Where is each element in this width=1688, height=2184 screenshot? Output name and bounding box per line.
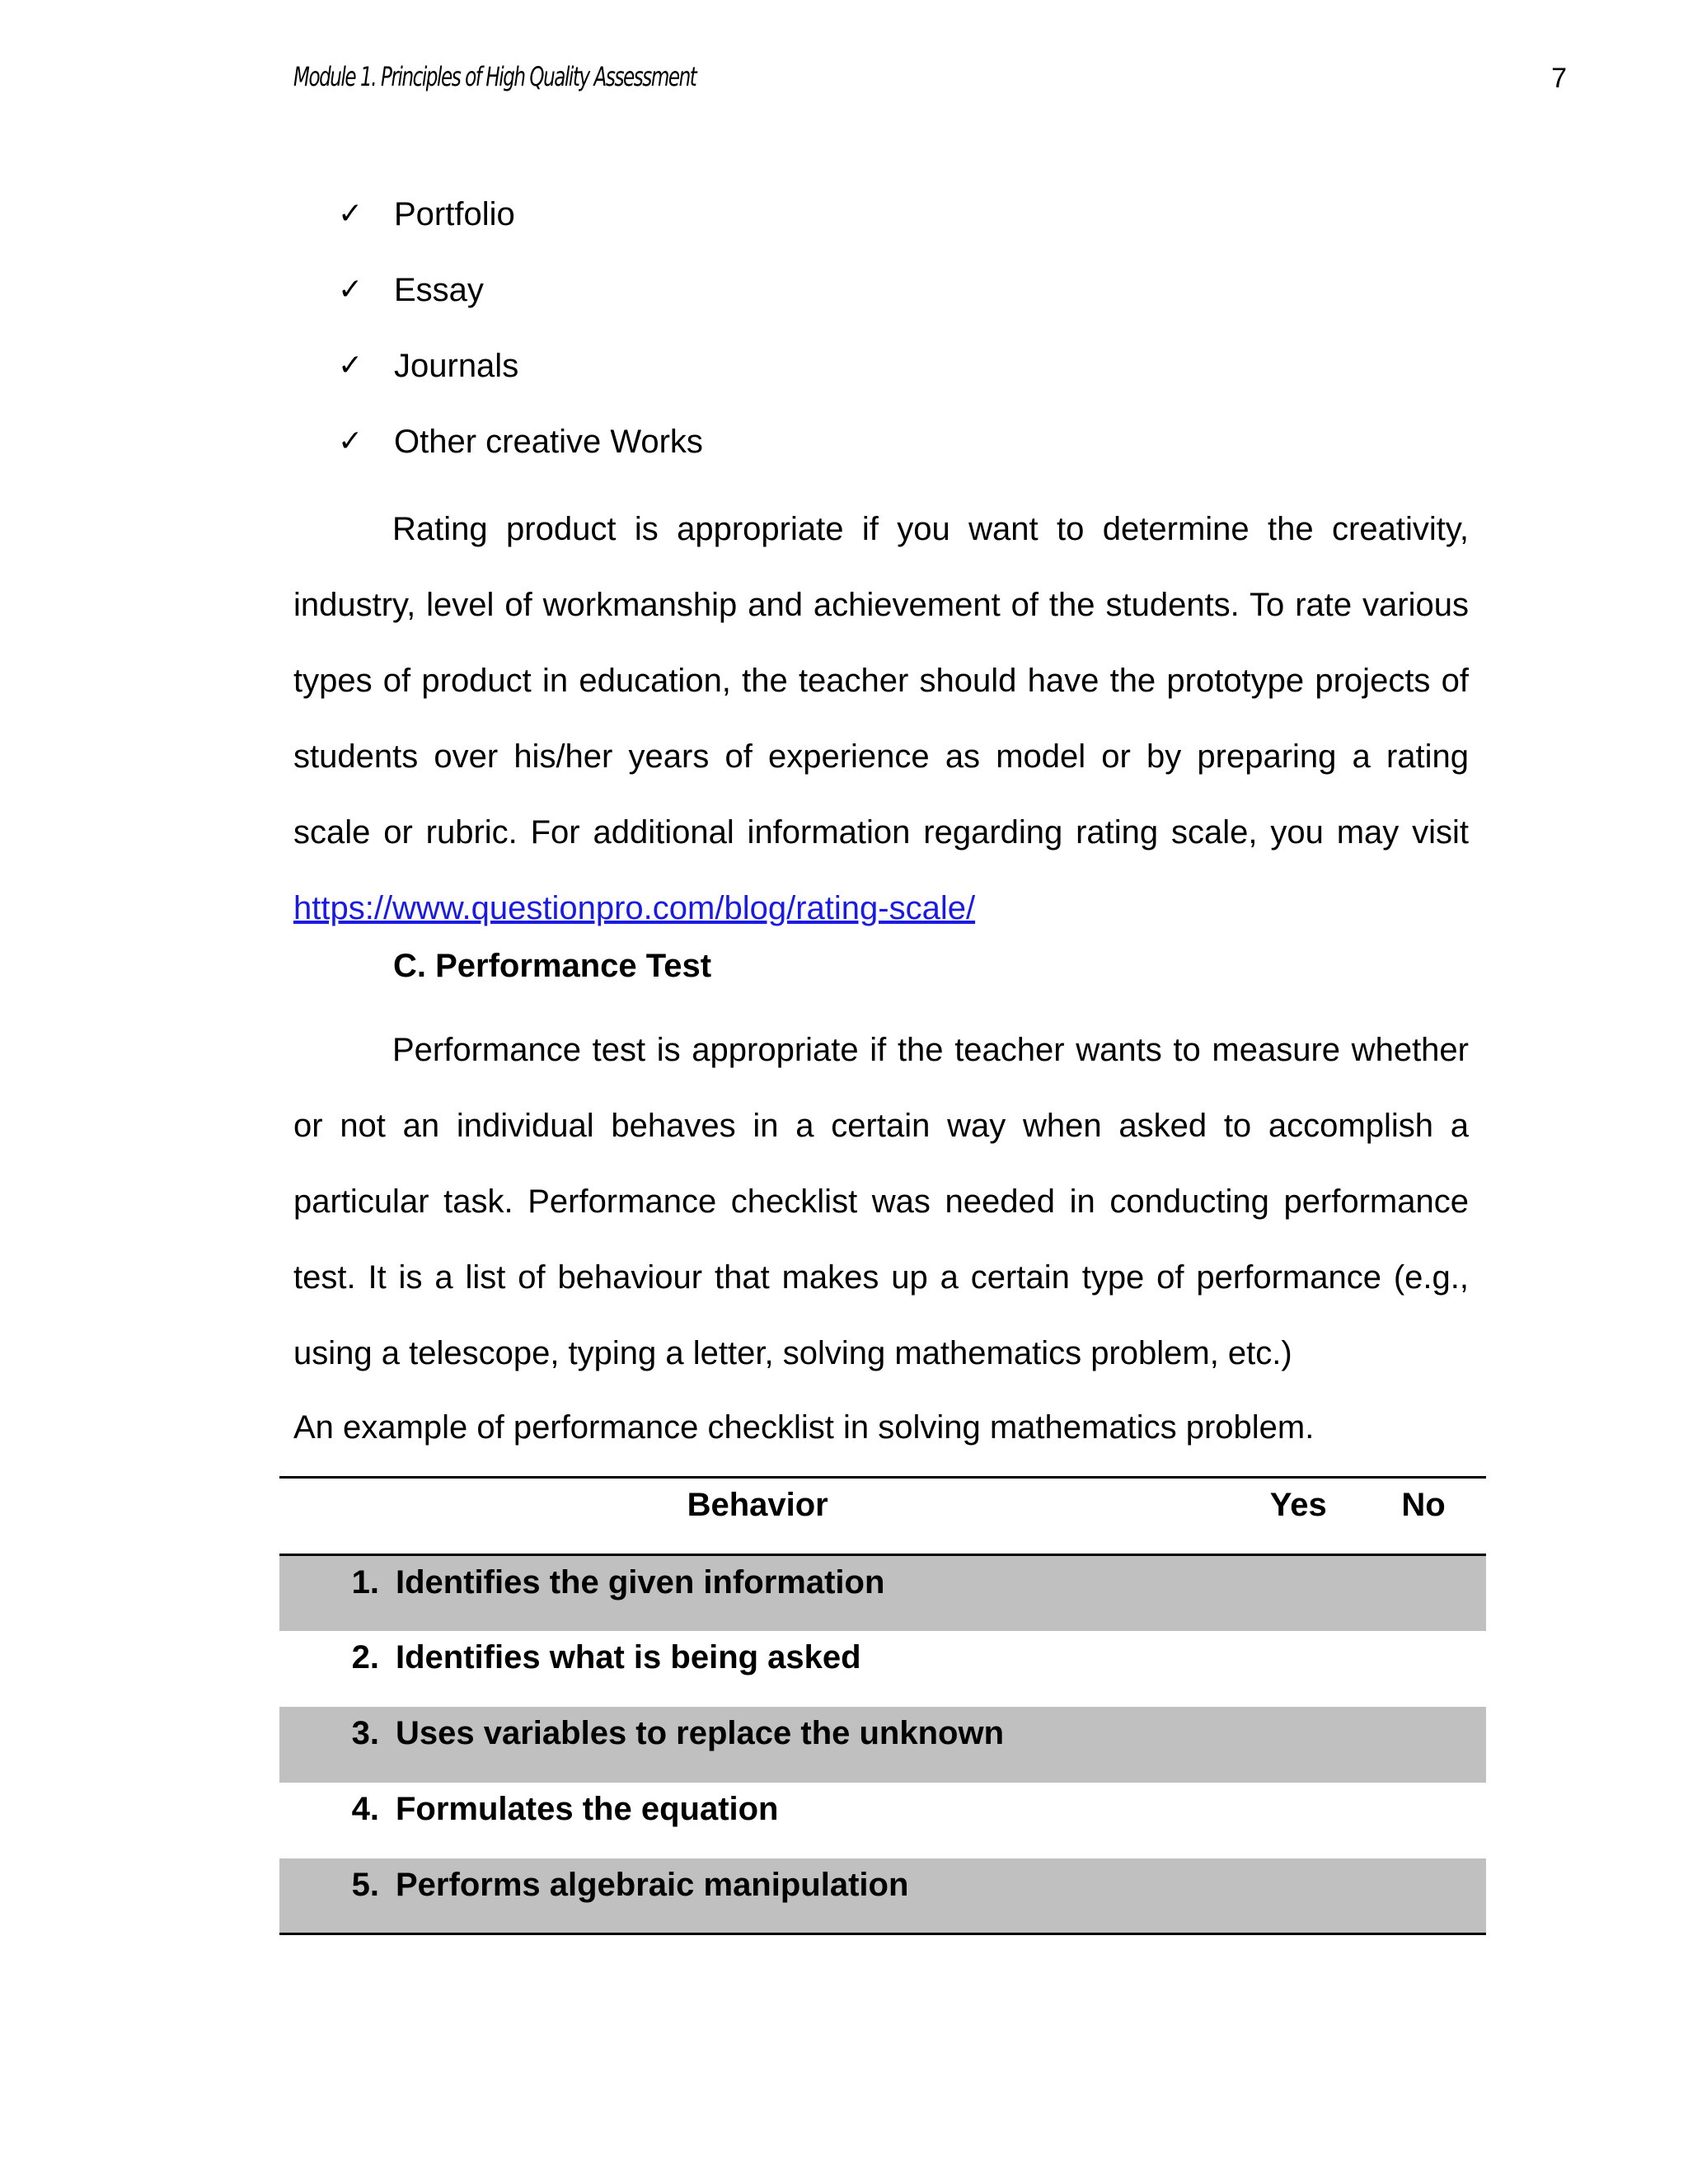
yes-cell [1236, 1555, 1361, 1631]
no-cell [1361, 1555, 1486, 1631]
rating-scale-link[interactable]: https://www.questionpro.com/blog/rating-scale/ [293, 890, 976, 926]
table-header-row [279, 1478, 1486, 1555]
list-item-text: Portfolio [394, 196, 515, 232]
no-cell [1361, 1707, 1486, 1783]
list-item [338, 341, 703, 417]
performance-checklist-table [279, 1476, 1486, 1935]
rating-product-paragraph [293, 491, 1469, 946]
yes-cell [1236, 1783, 1361, 1858]
section-heading: C. Performance Test [393, 948, 712, 984]
page-header [293, 61, 1579, 110]
performance-test-paragraph: Performance test is appropriate if the teacher wants to measure whether or not an individual behaves in a certain way when asked to accomplish a particular task. Performance checklist was needed in conducting performance test. It is a list of behaviour that makes up a certain type of performance (e.g., using a telescope, typing a letter, solving mathematics problem, etc.) [293, 1032, 1469, 1371]
check-mark-icon: ✓ [338, 197, 363, 231]
behavior-cell [279, 1783, 1236, 1858]
row-number: 2. [351, 1638, 379, 1675]
behavior-cell [279, 1555, 1236, 1631]
behavior-text: Uses variables to replace the unknown [396, 1714, 1005, 1751]
behavior-cell [279, 1858, 1236, 1934]
list-item-text: Essay [394, 272, 484, 308]
yes-cell [1236, 1707, 1361, 1783]
header-behavior: Behavior [279, 1478, 1236, 1555]
check-mark-icon: ✓ [338, 273, 363, 307]
header-yes: Yes [1236, 1478, 1361, 1555]
behavior-text: Identifies the given information [396, 1564, 885, 1601]
no-cell [1361, 1631, 1486, 1707]
module-title: Module 1. Principles of High Quality Assessment [293, 61, 696, 92]
row-number: 4. [351, 1790, 379, 1827]
row-number: 3. [351, 1714, 379, 1751]
no-cell [1361, 1858, 1486, 1934]
checklist-intro: An example of performance checklist in solving mathematics problem. [293, 1409, 1315, 1446]
header-no: No [1361, 1478, 1486, 1555]
paragraph-text: Rating product is appropriate if you want to determine the creativity, industry, level of workmanship and achievement of the students. To rate various types of product in education, the teacher should have the prototype projects of students over his/her years of experience as model or by preparing a rating scale or rubric. For additional information regarding rating scale, you may visit [293, 511, 1469, 851]
yes-cell [1236, 1858, 1361, 1934]
table-row [279, 1783, 1486, 1858]
list-item-text: Other creative Works [394, 424, 703, 460]
list-item [338, 265, 703, 341]
behavior-cell [279, 1631, 1236, 1707]
list-item-text: Journals [394, 348, 519, 384]
yes-cell [1236, 1631, 1361, 1707]
bullet-list [338, 190, 703, 493]
list-item [338, 190, 703, 265]
table-row [279, 1858, 1486, 1934]
table-row [279, 1555, 1486, 1631]
behavior-text: Identifies what is being asked [396, 1638, 861, 1675]
page-number: 7 [1551, 63, 1567, 94]
behavior-text: Performs algebraic manipulation [396, 1866, 909, 1903]
no-cell [1361, 1783, 1486, 1858]
check-mark-icon: ✓ [338, 424, 363, 458]
row-number: 5. [351, 1866, 379, 1903]
behavior-cell [279, 1707, 1236, 1783]
behavior-text: Formulates the equation [396, 1790, 779, 1827]
list-item [338, 417, 703, 493]
table-row [279, 1631, 1486, 1707]
row-number: 1. [351, 1564, 379, 1601]
check-mark-icon: ✓ [338, 349, 363, 382]
table-row [279, 1707, 1486, 1783]
